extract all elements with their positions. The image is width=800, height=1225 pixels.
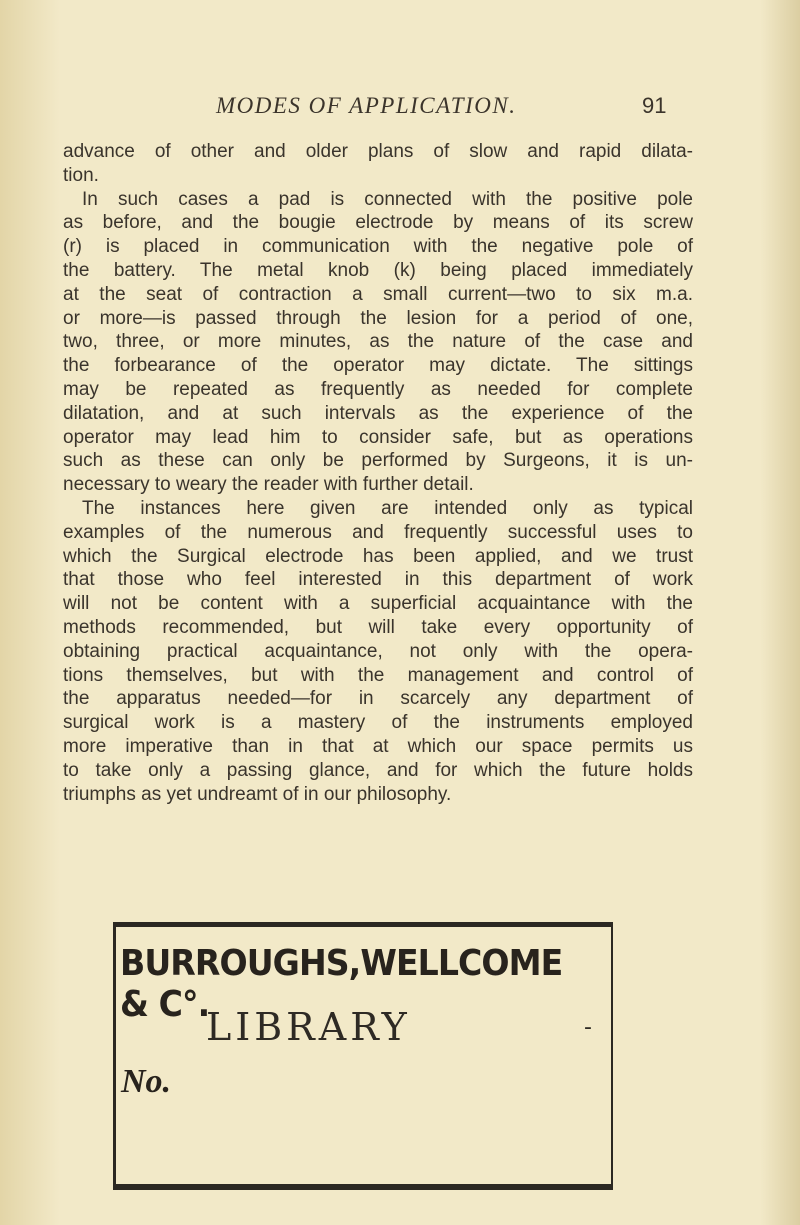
text-line: may be repeated as frequently as needed for complete	[63, 378, 693, 400]
text-line: methods recommended, but will take every opportunity of	[63, 616, 693, 638]
text-line: two, three, or more minutes, as the nature of the case and	[63, 331, 693, 353]
text-line: advance of other and older plans of slow and rapid dilata-	[63, 141, 693, 162]
text-line: dilatation, and at such intervals as the experience of the	[63, 402, 693, 424]
stamp-library-label: LIBRARY	[206, 1005, 411, 1049]
stamp-number-label: No.	[121, 1063, 172, 1100]
text-line: such as these can only be performed by Surgeons, it is un-	[63, 450, 693, 472]
text-line: tions themselves, but with the management and control of	[63, 664, 693, 686]
body-text	[63, 140, 693, 806]
text-line: the forbearance of the operator may dictate. The sittings	[63, 355, 693, 377]
text-line: examples of the numerous and frequently successful uses to	[63, 521, 693, 543]
running-title: MODES OF APPLICATION.	[216, 93, 517, 118]
text-line: In such cases a pad is connected with the positive pole	[82, 188, 693, 210]
stamp-dash: -	[584, 1015, 592, 1040]
text-line: will not be content with a superficial acquaintance with the	[63, 593, 693, 615]
text-line: obtaining practical acquaintance, not only with the opera-	[63, 640, 693, 662]
text-line: operator may lead him to consider safe, but as operations	[63, 426, 693, 448]
text-line: as before, and the bougie electrode by means of its screw	[63, 212, 693, 234]
text-line: (r) is placed in communication with the negative pole of	[63, 236, 693, 258]
page-number: 91	[642, 93, 667, 118]
text-line: at the seat of contraction a small current—two to six m.a.	[63, 283, 693, 305]
stamp-company-name: BURROUGHS,WELLCOME & C°.	[120, 943, 563, 1025]
text-line: The instances here given are intended only as typical	[82, 497, 693, 519]
text-line: the battery. The metal knob (k) being placed immediately	[63, 259, 693, 281]
running-head	[0, 93, 800, 127]
text-line: tion.	[63, 164, 99, 186]
text-line: surgical work is a mastery of the instruments employed	[63, 712, 693, 734]
text-line: the apparatus needed—for in scarcely any department of	[63, 688, 693, 710]
text-line: that those who feel interested in this department of work	[63, 569, 693, 591]
text-line: more imperative than in that at which our space permits us	[63, 735, 693, 757]
text-line: or more—is passed through the lesion for a period of one,	[63, 307, 693, 329]
text-line: to take only a passing glance, and for which the future holds	[63, 759, 693, 781]
library-stamp	[113, 922, 613, 1190]
text-line: which the Surgical electrode has been applied, and we trust	[63, 545, 693, 567]
text-line: triumphs as yet undreamt of in our philosophy.	[63, 783, 452, 805]
text-line: necessary to weary the reader with further detail.	[63, 474, 474, 496]
